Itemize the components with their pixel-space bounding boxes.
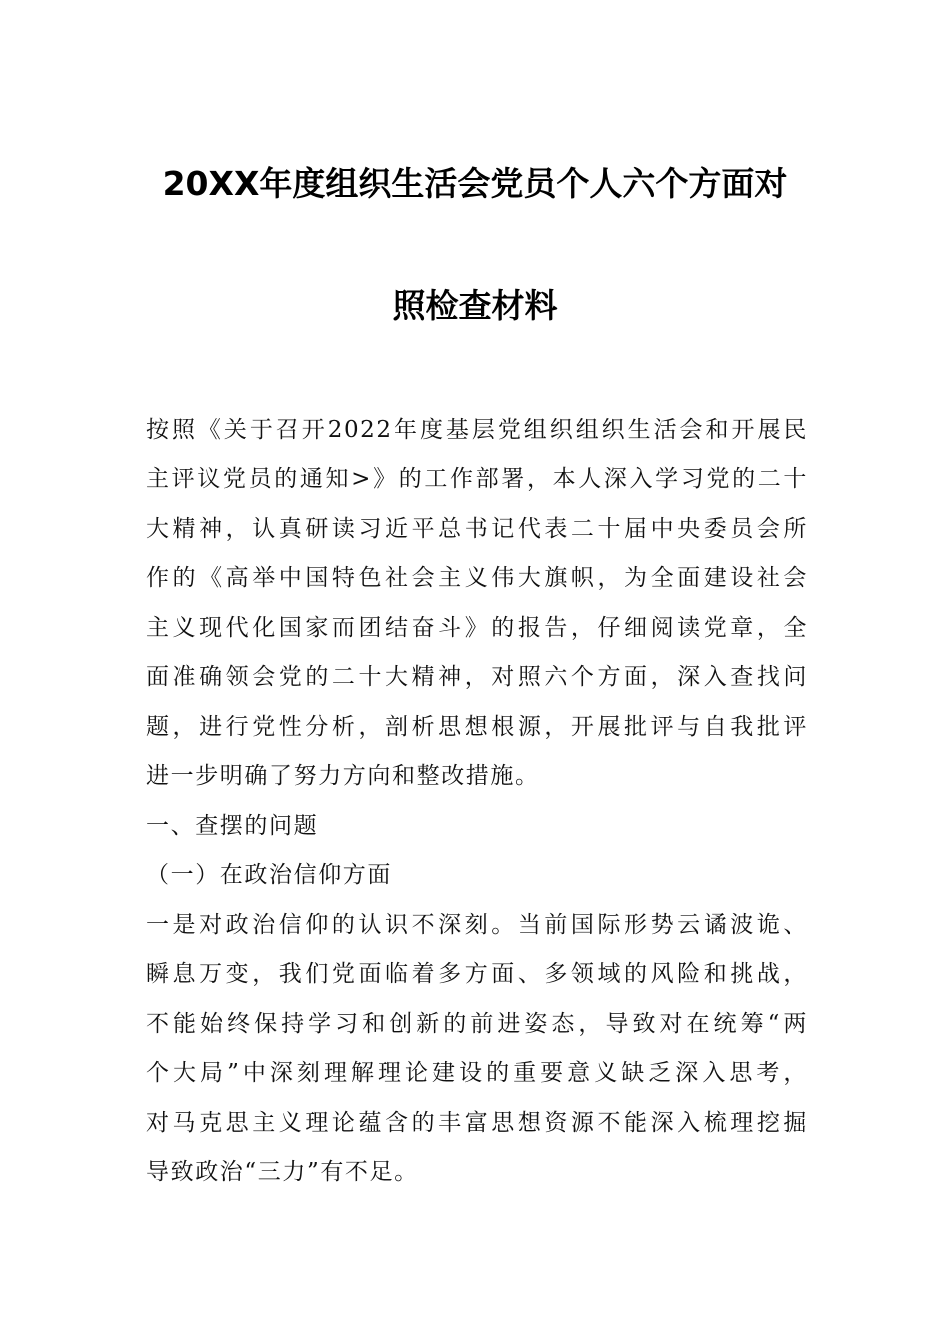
body-line: 进一步明确了努力方向和整改措施。: [146, 763, 540, 789]
body-line: 主评议党员的通知>》的工作部署，本人深入学习党的二十: [146, 466, 808, 492]
body-line: 瞬息万变，我们党面临着多方面、多领域的风险和挑战，: [146, 961, 808, 987]
document-title-line-1: 20XX年度组织生活会党员个人六个方面对: [162, 164, 788, 203]
document-title-line-2: 照检查材料: [392, 286, 558, 325]
body-line: 大精神，认真研读习近平总书记代表二十届中央委员会所: [146, 516, 808, 542]
body-line: 按照《关于召开2022年度基层党组织组织生活会和开展民: [146, 417, 808, 443]
body-line: 面准确领会党的二十大精神，对照六个方面，深入查找问: [146, 664, 808, 690]
subsection-heading: （一）在政治信仰方面: [146, 862, 392, 888]
body-line: 不能始终保持学习和创新的前进姿态，导致对在统筹“两: [146, 1011, 808, 1037]
body-line: 作的《高举中国特色社会主义伟大旗帜，为全面建设社会: [146, 565, 808, 591]
section-heading: 一、查摆的问题: [146, 813, 319, 839]
body-line: 主义现代化国家而团结奋斗》的报告，仔细阅读党章，全: [146, 615, 808, 641]
body-line: 题，进行党性分析，剖析思想根源，开展批评与自我批评: [146, 714, 808, 740]
body-line: 导致政治“三力”有不足。: [146, 1159, 419, 1185]
body-line: 个大局”中深刻理解理论建设的重要意义缺乏深入思考，: [146, 1060, 808, 1086]
body-line: 一是对政治信仰的认识不深刻。当前国际形势云谲波诡、: [146, 912, 808, 938]
body-line: 对马克思主义理论蕴含的丰富思想资源不能深入梳理挖掘: [146, 1110, 808, 1136]
